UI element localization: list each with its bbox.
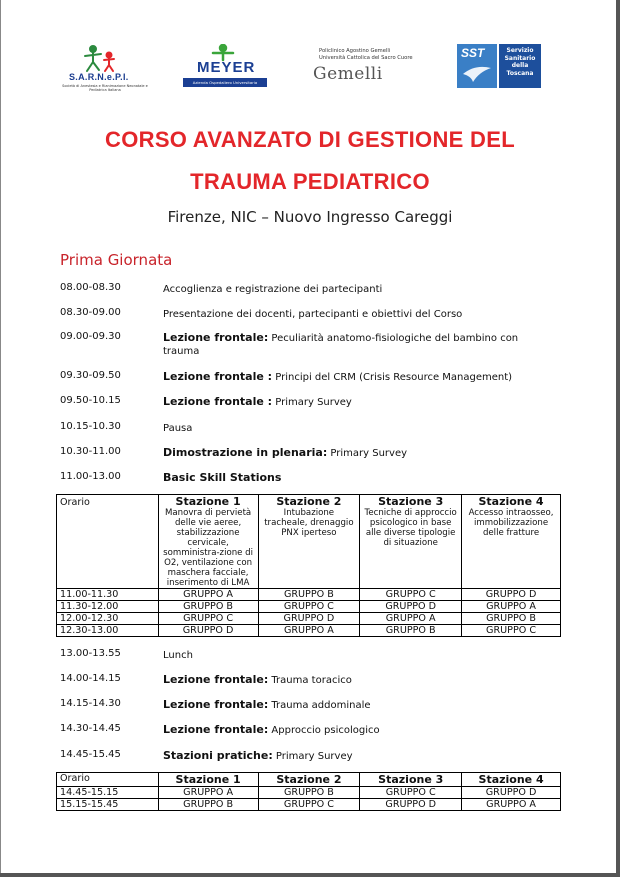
sst-line3: della <box>511 62 529 69</box>
table-cell-time: 12.30-13.00 <box>57 625 159 637</box>
gemelli-line1: Policlinico Agostino Gemelli <box>319 48 391 54</box>
table-row <box>57 799 561 811</box>
schedule-text: Lunch <box>163 650 193 661</box>
sst-mark <box>457 44 497 88</box>
table-header-station-2: Stazione 2 <box>258 773 360 787</box>
table-header-orario: Orario <box>57 495 159 589</box>
meyer-logo <box>183 44 267 92</box>
table-cell-group: GRUPPO B <box>360 625 462 637</box>
table-cell-group: GRUPPO B <box>462 613 561 625</box>
schedule-description <box>163 395 533 409</box>
day-heading: Prima Giornata <box>60 251 173 269</box>
table-cell-group: GRUPPO D <box>158 625 258 637</box>
schedule-description <box>163 370 533 384</box>
gemelli-logo <box>313 46 431 92</box>
schedule-bold-label: Lezione frontale: <box>163 673 269 686</box>
table-cell-group: GRUPPO D <box>462 589 561 601</box>
table-cell-group: GRUPPO A <box>158 589 258 601</box>
table-cell-time: 11.00-11.30 <box>57 589 159 601</box>
table-header-row <box>57 773 561 787</box>
sarnepi-figures-icon <box>57 44 147 74</box>
practical-stations-table <box>56 772 561 811</box>
sarnepi-name: S.A.R.N.e.P.I. <box>69 72 129 82</box>
table-cell-time: 11.30-12.00 <box>57 601 159 613</box>
schedule-bold-label: Lezione frontale: <box>163 723 269 736</box>
table-cell-group: GRUPPO D <box>360 799 462 811</box>
schedule-time: 09.30-09.50 <box>60 370 121 381</box>
table-cell-time: 14.45-15.15 <box>57 787 159 799</box>
table-cell-group: GRUPPO B <box>158 799 258 811</box>
table-cell-group: GRUPPO C <box>158 613 258 625</box>
table-cell-group: GRUPPO C <box>462 625 561 637</box>
sst-line4: Toscana <box>506 69 534 77</box>
schedule-time: 14.30-14.45 <box>60 723 121 734</box>
table-cell-time: 15.15-15.45 <box>57 799 159 811</box>
station-name: Stazione 1 <box>175 495 241 508</box>
table-cell-group: GRUPPO C <box>360 589 462 601</box>
table-row <box>57 613 561 625</box>
schedule-time: 09.00-09.30 <box>60 331 121 342</box>
table-header-station-1: Stazione 1 <box>158 773 258 787</box>
course-title-line1: CORSO AVANZATO DI GESTIONE DEL <box>105 127 515 152</box>
skill-stations-table <box>56 494 561 637</box>
table-header-station-1 <box>158 495 258 589</box>
table-header-station-3 <box>360 495 462 589</box>
gemelli-line2: Università Cattolica del Sacro Cuore <box>319 55 413 61</box>
table-cell-group: GRUPPO D <box>462 787 561 799</box>
schedule-text: Accoglienza e registrazione dei partecipanti <box>163 284 383 295</box>
station-name: Stazione 4 <box>478 495 544 508</box>
station-name: Stazione 2 <box>276 495 342 508</box>
schedule-description <box>163 307 533 321</box>
schedule-description <box>163 282 533 296</box>
schedule-time: 14.15-14.30 <box>60 698 121 709</box>
schedule-time: 11.00-13.00 <box>60 471 121 482</box>
station-name: Stazione 3 <box>378 495 444 508</box>
schedule-description <box>163 723 533 737</box>
schedule-description <box>163 749 533 763</box>
schedule-text: Approccio psicologico <box>268 725 380 736</box>
table-cell-group: GRUPPO A <box>462 799 561 811</box>
schedule-bold-label: Lezione frontale: <box>163 331 269 344</box>
schedule-description <box>163 698 533 712</box>
table-header-station-2 <box>258 495 360 589</box>
schedule-bold-label: Lezione frontale: <box>163 698 269 711</box>
table-cell-group: GRUPPO A <box>258 625 360 637</box>
sst-text <box>499 44 541 88</box>
table-cell-group: GRUPPO D <box>360 601 462 613</box>
table-cell-group: GRUPPO B <box>258 589 360 601</box>
schedule-text: Principi del CRM (Crisis Resource Management) <box>272 372 513 383</box>
schedule-text: Primary Survey <box>272 397 352 408</box>
schedule-time: 10.30-11.00 <box>60 446 121 457</box>
sst-mark-label: SST <box>461 46 485 60</box>
table-header-station-3: Stazione 3 <box>360 773 462 787</box>
schedule-time: 14.45-15.45 <box>60 749 121 760</box>
sarnepi-logo <box>57 44 147 94</box>
schedule-time: 08.30-09.00 <box>60 307 121 318</box>
schedule-description <box>163 648 533 662</box>
course-title-line2: TRAUMA PEDIATRICO <box>190 169 430 194</box>
table-cell-group: GRUPPO A <box>360 613 462 625</box>
schedule-bold-label: Lezione frontale : <box>163 370 273 383</box>
table-header-station-4 <box>462 495 561 589</box>
schedule-bold-label: Basic Skill Stations <box>163 471 282 484</box>
table-cell-time: 12.00-12.30 <box>57 613 159 625</box>
schedule-time: 13.00-13.55 <box>60 648 121 659</box>
meyer-name: MEYER <box>197 59 256 76</box>
table-row <box>57 601 561 613</box>
schedule-text: Trauma toracico <box>268 675 352 686</box>
station-desc: Manovra di pervietà delle vie aeree, stabilizzazione cervicale, somministra-zione di O2, ventilazione con maschera facciale, inserimento di LMA <box>163 508 254 588</box>
table-cell-group: GRUPPO C <box>360 787 462 799</box>
course-location: Firenze, NIC – Nuovo Ingresso Careggi <box>167 208 453 226</box>
schedule-text: Peculiarità anatomo-fisiologiche del bambino con trauma <box>163 333 519 357</box>
schedule-description <box>163 421 533 435</box>
table-cell-group: GRUPPO B <box>158 601 258 613</box>
station-desc: Accesso intraosseo, immobilizzazione delle fratture <box>468 508 554 538</box>
table-cell-group: GRUPPO C <box>258 601 360 613</box>
table-cell-group: GRUPPO A <box>158 787 258 799</box>
table-row <box>57 625 561 637</box>
schedule-text: Presentazione dei docenti, partecipanti e obiettivi del Corso <box>163 309 463 320</box>
table-header-orario: Orario <box>57 773 159 787</box>
schedule-bold-label: Dimostrazione in plenaria: <box>163 446 328 459</box>
meyer-subtitle: Azienda Ospedaliero Universitaria <box>183 78 267 87</box>
schedule-text: Primary Survey <box>327 448 408 459</box>
schedule-bold-label: Stazioni pratiche: <box>163 749 273 762</box>
schedule-text: Trauma addominale <box>268 700 371 711</box>
table-row <box>57 787 561 799</box>
schedule-time: 10.15-10.30 <box>60 421 121 432</box>
schedule-time: 08.00-08.30 <box>60 282 121 293</box>
schedule-description <box>163 446 533 460</box>
station-desc: Intubazione tracheale, drenaggio PNX iperteso <box>264 508 354 538</box>
schedule-description <box>163 471 533 485</box>
sst-line2: Sanitario <box>504 54 536 62</box>
sarnepi-subtitle: Società di Anestesia e Rianimazione Neonatale e Pediatrica Italiana <box>62 84 148 92</box>
schedule-description <box>163 331 533 358</box>
schedule-bold-label: Lezione frontale : <box>163 395 273 408</box>
table-cell-group: GRUPPO D <box>258 613 360 625</box>
table-row <box>57 589 561 601</box>
sst-bird-icon <box>457 44 497 88</box>
schedule-time: 14.00-14.15 <box>60 673 121 684</box>
table-cell-group: GRUPPO B <box>258 787 360 799</box>
sst-line1: Servizio <box>506 47 534 54</box>
gemelli-name: Gemelli <box>313 64 383 84</box>
schedule-description <box>163 673 533 687</box>
station-desc: Tecniche di approccio psicologico in base alle diverse tipologie di situazione <box>364 508 457 548</box>
table-header-station-4: Stazione 4 <box>462 773 561 787</box>
table-cell-group: GRUPPO A <box>462 601 561 613</box>
sst-logo <box>457 44 541 88</box>
schedule-time: 09.50-10.15 <box>60 395 121 406</box>
table-header-row <box>57 495 561 589</box>
schedule-text: Primary Survey <box>272 751 353 762</box>
schedule-text: Pausa <box>163 423 193 434</box>
table-cell-group: GRUPPO C <box>258 799 360 811</box>
